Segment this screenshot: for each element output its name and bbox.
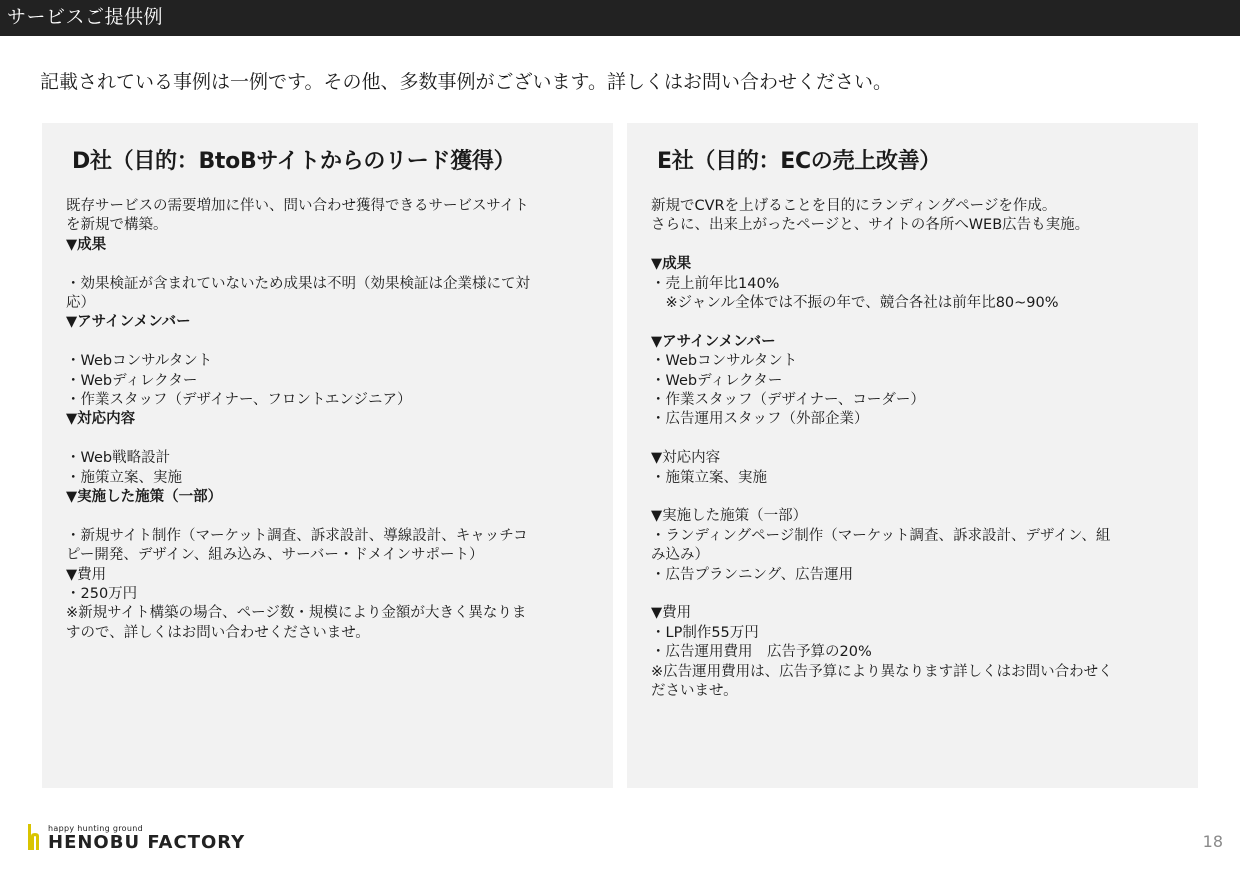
section-gap — [651, 430, 1179, 449]
logo-h-icon — [28, 824, 42, 850]
body-line: ださいませ。 — [651, 683, 738, 700]
body-line: ※新規サイト構築の場合、ページ数・規模により金額が大きく異なりま — [66, 605, 527, 622]
section-gap — [651, 236, 1179, 255]
case-body — [651, 197, 1179, 701]
body-line: ・売上前年比140% — [651, 275, 780, 292]
page-number: 18 — [1202, 832, 1223, 851]
section-gap — [651, 313, 1179, 332]
body-line: 既存サービスの需要増加に伴い、問い合わせ獲得できるサービスサイト — [66, 198, 529, 214]
body-line: ・新規サイト制作（マーケット調査、訴求設計、導線設計、キャッチコ — [66, 527, 528, 544]
body-line: ・効果検証が含まれていないため成果は不明（効果検証は企業様にて対 — [66, 275, 530, 292]
logo-tagline: happy hunting ground — [48, 824, 143, 833]
case-title: D社（目的：BtoBサイトからのリード獲得） — [72, 149, 516, 174]
body-line: 新規でCVRを上げることを目的にランディングページを作成。 — [651, 198, 1057, 214]
body-line: ※ジャンル全体では不振の年で、競合各社は前年比80~90% — [651, 295, 1059, 312]
body-line: ・Webコンサルタント — [66, 353, 213, 370]
body-line: ・作業スタッフ（デザイナー、フロントエンジニア） — [66, 392, 412, 409]
logo-mark-arch — [31, 833, 39, 850]
body-line: ・施策立案、実施 — [66, 469, 182, 486]
body-line: ・施策立案、実施 — [651, 469, 767, 486]
body-line: を新規で構築。 — [66, 217, 168, 234]
body-line: ▼費用 — [651, 605, 692, 622]
section-heading: ▼アサインメンバー — [651, 333, 776, 350]
body-line: ・Webディレクター — [66, 372, 198, 389]
section-heading: ▼成果 — [651, 256, 692, 273]
intro-text: 記載されている事例は一例です。その他、多数事例がございます。詳しくはお問い合わせください。 — [40, 71, 892, 93]
body-line: ・250万円 — [66, 586, 138, 603]
case-panel-d — [42, 123, 613, 788]
body-line: ▼実施した施策（一部） — [651, 508, 808, 525]
body-line: ・作業スタッフ（デザイナー、コーダー） — [651, 392, 925, 409]
case-panel-e — [627, 123, 1198, 788]
section-gap — [66, 255, 594, 274]
section-heading: ▼アサインメンバー — [66, 314, 191, 331]
body-line: ・Webコンサルタント — [651, 353, 798, 370]
body-line: ・LP制作55万円 — [651, 624, 759, 641]
section-gap — [651, 585, 1179, 604]
body-line: ※広告運用費用は、広告予算により異なります詳しくはお問い合わせく — [651, 663, 1113, 680]
body-line: 応） — [66, 295, 95, 312]
body-line: ・広告プランニング、広告運用 — [651, 566, 854, 583]
body-line: ▼対応内容 — [651, 450, 721, 467]
section-heading: ▼実施した施策（一部） — [66, 489, 223, 506]
company-logo — [28, 822, 248, 854]
body-line: すので、詳しくはお問い合わせくださいませ。 — [66, 624, 370, 641]
section-gap — [66, 507, 594, 526]
case-title: E社（目的：ECの売上改善） — [657, 149, 942, 174]
logo-mark-stem — [28, 824, 31, 850]
case-body — [66, 197, 594, 643]
body-line: ピー開発、デザイン、組み込み、サーバー・ドメインサポート） — [66, 547, 484, 564]
section-heading: ▼成果 — [66, 236, 107, 253]
body-line: さらに、出来上がったページと、サイトの各所へWEB広告も実施。 — [651, 217, 1090, 234]
body-line: ▼費用 — [66, 566, 107, 583]
body-line: ・Web戦略設計 — [66, 450, 171, 467]
section-gap — [66, 333, 594, 352]
logo-name: HENOBU FACTORY — [48, 832, 246, 853]
body-line: ・広告運用費用 広告予算の20% — [651, 644, 872, 661]
page-title: サービスご提供例 — [7, 6, 164, 28]
body-line: ・Webディレクター — [651, 372, 783, 389]
section-gap — [66, 430, 594, 449]
body-line: み込み） — [651, 547, 709, 564]
body-line: ・広告運用スタッフ（外部企業） — [651, 411, 869, 428]
header-bar — [0, 0, 1240, 36]
section-gap — [651, 488, 1179, 507]
section-heading: ▼対応内容 — [66, 411, 136, 428]
body-line: ・ランディングページ制作（マーケット調査、訴求設計、デザイン、組 — [651, 527, 1111, 544]
